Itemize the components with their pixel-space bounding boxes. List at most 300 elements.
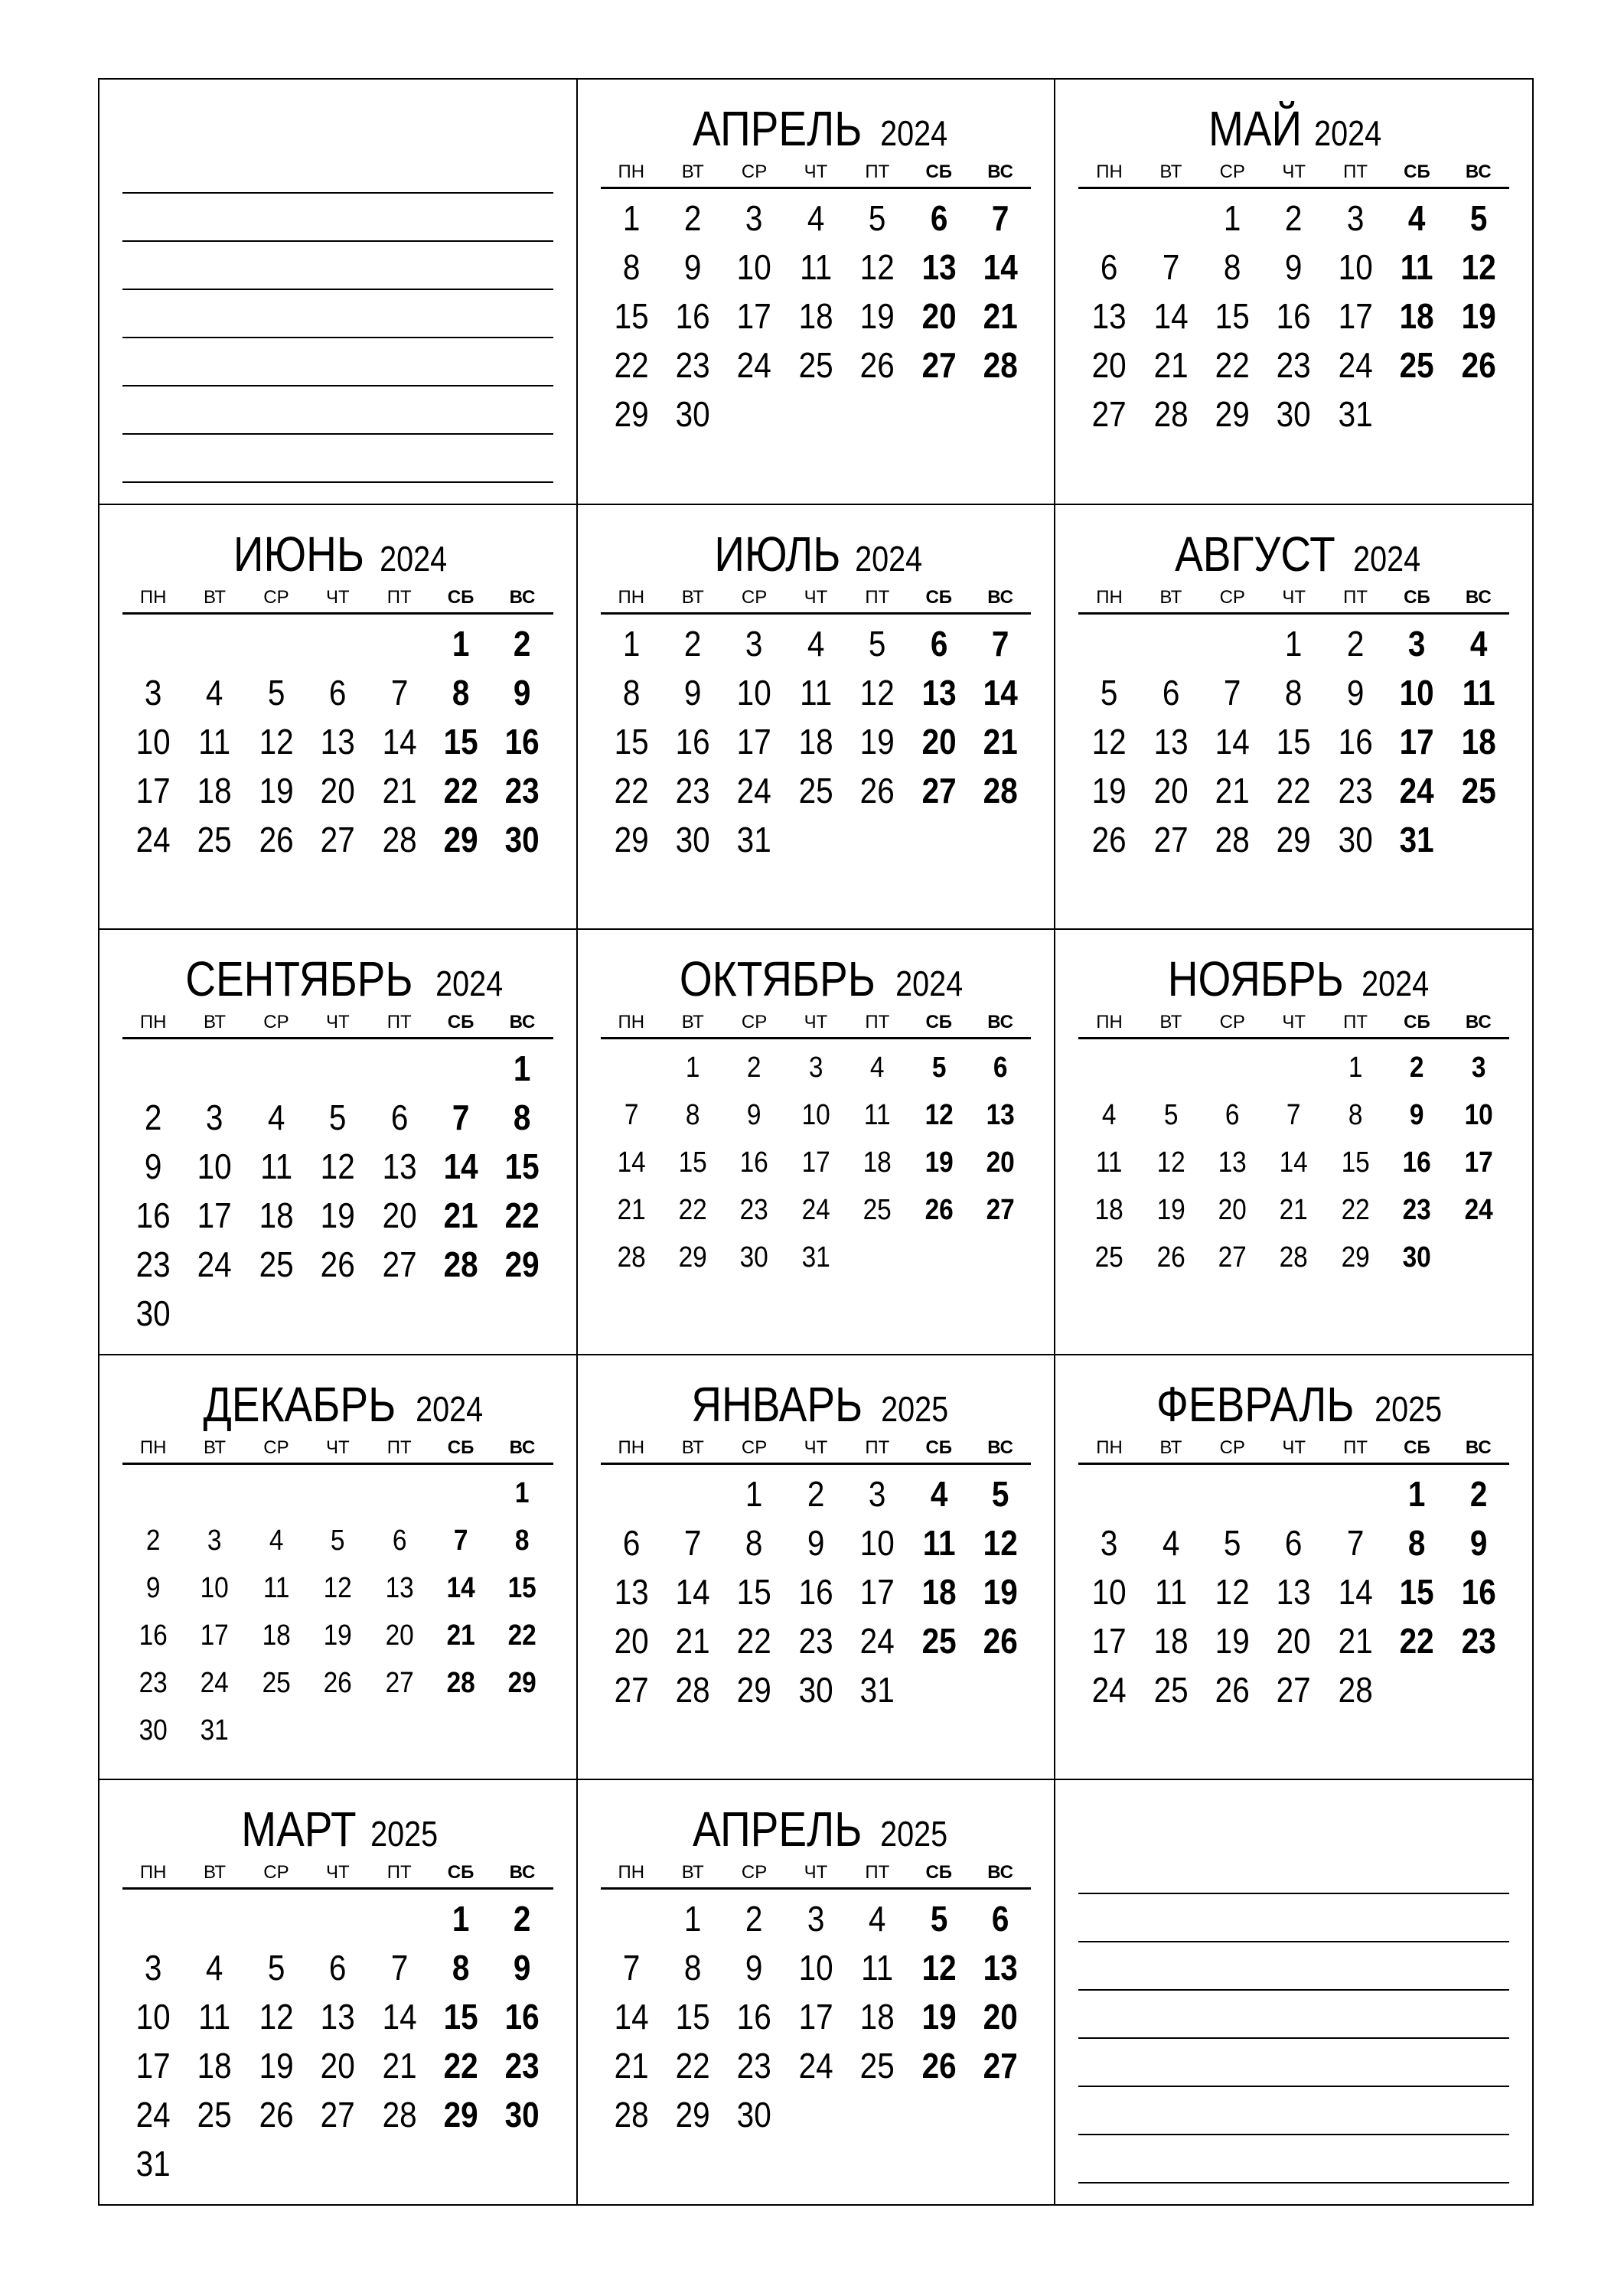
day-number[interactable]: 22 (678, 1194, 707, 1227)
day-number[interactable]: 12 (259, 1997, 294, 2037)
note-line[interactable] (1078, 1894, 1509, 1942)
day-number[interactable]: 29 (675, 2095, 710, 2135)
day-number[interactable]: 6 (991, 1899, 1009, 1939)
day-number[interactable]: 23 (1277, 345, 1312, 385)
day-number[interactable]: 28 (443, 1244, 478, 1285)
day-number[interactable]: 30 (675, 394, 710, 434)
day-number[interactable]: 30 (1277, 394, 1312, 434)
day-number[interactable]: 1 (1285, 623, 1303, 664)
day-number[interactable]: 16 (1338, 721, 1373, 762)
day-number[interactable]: 18 (798, 721, 833, 762)
day-number[interactable]: 13 (1091, 296, 1127, 336)
day-number[interactable]: 18 (197, 2046, 233, 2086)
day-number[interactable]: 31 (801, 1241, 830, 1274)
day-number[interactable]: 30 (504, 819, 540, 859)
day-number[interactable]: 7 (991, 623, 1009, 664)
day-number[interactable]: 14 (675, 1571, 710, 1612)
day-number[interactable]: 12 (320, 1146, 355, 1187)
day-number[interactable]: 18 (259, 1195, 294, 1236)
day-number[interactable]: 14 (382, 1997, 417, 2037)
day-number[interactable]: 2 (144, 1097, 162, 1138)
day-number[interactable]: 29 (1215, 394, 1250, 434)
day-number[interactable]: 1 (1348, 1052, 1363, 1084)
day-number[interactable]: 26 (1091, 819, 1127, 859)
day-number[interactable]: 24 (737, 770, 772, 810)
day-number[interactable]: 19 (921, 1997, 957, 2037)
day-number[interactable]: 26 (323, 1666, 352, 1699)
day-number[interactable]: 24 (801, 1194, 830, 1227)
day-number[interactable]: 11 (1096, 1146, 1123, 1179)
day-number[interactable]: 9 (683, 247, 702, 287)
day-number[interactable]: 11 (799, 247, 832, 287)
day-number[interactable]: 28 (1215, 819, 1250, 859)
day-number[interactable]: 23 (139, 1666, 168, 1699)
day-number[interactable]: 5 (267, 672, 285, 713)
day-number[interactable]: 17 (135, 2046, 171, 2086)
day-number[interactable]: 23 (675, 345, 710, 385)
day-number[interactable]: 25 (1153, 1669, 1189, 1710)
day-number[interactable]: 1 (452, 623, 470, 664)
day-number[interactable]: 4 (206, 1948, 223, 1988)
day-number[interactable]: 24 (135, 819, 171, 859)
day-number[interactable]: 17 (737, 721, 772, 762)
day-number[interactable]: 3 (207, 1524, 222, 1557)
day-number[interactable]: 1 (685, 1052, 700, 1084)
day-number[interactable]: 13 (320, 1997, 355, 2037)
day-number[interactable]: 24 (200, 1666, 230, 1699)
day-number[interactable]: 16 (1461, 1571, 1496, 1612)
day-number[interactable]: 3 (206, 1097, 223, 1138)
day-number[interactable]: 25 (262, 1666, 291, 1699)
day-number[interactable]: 23 (504, 2046, 540, 2086)
day-number[interactable]: 25 (197, 2095, 233, 2135)
day-number[interactable]: 10 (1338, 247, 1373, 287)
day-number[interactable]: 18 (262, 1619, 291, 1652)
day-number[interactable]: 12 (1461, 247, 1496, 287)
day-number[interactable]: 22 (737, 1620, 772, 1661)
day-number[interactable]: 27 (1153, 819, 1189, 859)
day-number[interactable]: 18 (863, 1146, 892, 1179)
day-number[interactable]: 13 (1218, 1146, 1247, 1179)
day-number[interactable]: 29 (1277, 819, 1312, 859)
day-number[interactable]: 22 (614, 770, 649, 810)
day-number[interactable]: 16 (737, 1997, 772, 2037)
note-line[interactable] (122, 242, 553, 290)
day-number[interactable]: 12 (925, 1099, 954, 1132)
day-number[interactable]: 24 (1399, 770, 1434, 810)
day-number[interactable]: 22 (507, 1619, 537, 1652)
note-line[interactable] (1078, 1942, 1509, 1991)
day-number[interactable]: 28 (617, 1241, 646, 1274)
day-number[interactable]: 20 (1277, 1620, 1312, 1661)
day-number[interactable]: 29 (737, 1669, 772, 1710)
day-number[interactable]: 7 (453, 1524, 468, 1557)
note-line[interactable] (122, 338, 553, 386)
day-number[interactable]: 21 (382, 2046, 417, 2086)
day-number[interactable]: 25 (859, 2046, 895, 2086)
day-number[interactable]: 18 (1094, 1194, 1124, 1227)
day-number[interactable]: 14 (1338, 1571, 1373, 1612)
day-number[interactable]: 7 (1162, 247, 1180, 287)
day-number[interactable]: 26 (921, 2046, 957, 2086)
day-number[interactable]: 7 (452, 1097, 470, 1138)
day-number[interactable]: 10 (135, 1997, 171, 2037)
day-number[interactable]: 16 (675, 296, 710, 336)
day-number[interactable]: 11 (198, 721, 231, 762)
day-number[interactable]: 3 (1101, 1522, 1118, 1563)
day-number[interactable]: 11 (259, 1146, 292, 1187)
day-number[interactable]: 4 (206, 672, 223, 713)
day-number[interactable]: 26 (1156, 1241, 1185, 1274)
day-number[interactable]: 16 (675, 721, 710, 762)
day-number[interactable]: 13 (382, 1146, 417, 1187)
day-number[interactable]: 5 (991, 1473, 1009, 1514)
day-number[interactable]: 8 (1408, 1522, 1426, 1563)
day-number[interactable]: 7 (683, 1522, 702, 1563)
day-number[interactable]: 17 (200, 1619, 230, 1652)
day-number[interactable]: 7 (1224, 672, 1241, 713)
day-number[interactable]: 27 (921, 770, 957, 810)
day-number[interactable]: 28 (983, 345, 1018, 385)
day-number[interactable]: 15 (737, 1571, 772, 1612)
day-number[interactable]: 12 (859, 247, 895, 287)
day-number[interactable]: 13 (614, 1571, 649, 1612)
day-number[interactable]: 23 (737, 2046, 772, 2086)
day-number[interactable]: 10 (1464, 1099, 1493, 1132)
day-number[interactable]: 26 (320, 1244, 355, 1285)
day-number[interactable]: 26 (925, 1194, 954, 1227)
day-number[interactable]: 20 (986, 1146, 1015, 1179)
day-number[interactable]: 16 (504, 721, 540, 762)
day-number[interactable]: 6 (930, 623, 948, 664)
day-number[interactable]: 5 (329, 1097, 347, 1138)
day-number[interactable]: 10 (135, 721, 171, 762)
day-number[interactable]: 21 (1338, 1620, 1373, 1661)
note-line[interactable] (122, 145, 553, 194)
day-number[interactable]: 20 (320, 2046, 355, 2086)
day-number[interactable]: 21 (983, 296, 1018, 336)
day-number[interactable]: 7 (390, 1948, 408, 1988)
day-number[interactable]: 16 (798, 1571, 833, 1612)
day-number[interactable]: 23 (798, 1620, 833, 1661)
day-number[interactable]: 30 (737, 2095, 772, 2135)
day-number[interactable]: 8 (622, 672, 641, 713)
day-number[interactable]: 27 (986, 1194, 1015, 1227)
day-number[interactable]: 20 (921, 296, 957, 336)
day-number[interactable]: 20 (382, 1195, 417, 1236)
day-number[interactable]: 20 (921, 721, 957, 762)
day-number[interactable]: 30 (139, 1714, 168, 1746)
day-number[interactable]: 8 (622, 247, 641, 287)
day-number[interactable]: 1 (1224, 198, 1241, 238)
note-line[interactable] (1078, 1846, 1509, 1894)
day-number[interactable]: 15 (614, 296, 649, 336)
day-number[interactable]: 6 (1225, 1099, 1240, 1132)
day-number[interactable]: 23 (1338, 770, 1373, 810)
day-number[interactable]: 4 (1102, 1099, 1117, 1132)
day-number[interactable]: 4 (269, 1524, 284, 1557)
day-number[interactable]: 9 (144, 1146, 162, 1187)
day-number[interactable]: 4 (870, 1052, 885, 1084)
day-number[interactable]: 14 (614, 1997, 649, 2037)
day-number[interactable]: 21 (675, 1620, 710, 1661)
day-number[interactable]: 27 (1277, 1669, 1312, 1710)
day-number[interactable]: 17 (798, 1997, 833, 2037)
day-number[interactable]: 14 (983, 672, 1018, 713)
day-number[interactable]: 23 (1402, 1194, 1432, 1227)
day-number[interactable]: 1 (622, 623, 641, 664)
day-number[interactable]: 15 (614, 721, 649, 762)
day-number[interactable]: 22 (443, 770, 478, 810)
day-number[interactable]: 12 (323, 1571, 352, 1604)
day-number[interactable]: 19 (1156, 1194, 1185, 1227)
day-number[interactable]: 24 (737, 345, 772, 385)
day-number[interactable]: 5 (930, 1899, 948, 1939)
day-number[interactable]: 9 (1469, 1522, 1488, 1563)
day-number[interactable]: 14 (1215, 721, 1250, 762)
day-number[interactable]: 2 (1410, 1052, 1424, 1084)
day-number[interactable]: 21 (1153, 345, 1189, 385)
day-number[interactable]: 3 (807, 1899, 825, 1939)
day-number[interactable]: 20 (1153, 770, 1189, 810)
day-number[interactable]: 7 (991, 198, 1009, 238)
day-number[interactable]: 7 (1286, 1099, 1301, 1132)
day-number[interactable]: 10 (737, 672, 772, 713)
day-number[interactable]: 21 (443, 1195, 478, 1236)
day-number[interactable]: 9 (747, 1099, 761, 1132)
day-number[interactable]: 12 (259, 721, 294, 762)
day-number[interactable]: 27 (320, 819, 355, 859)
day-number[interactable]: 28 (614, 2095, 649, 2135)
day-number[interactable]: 6 (993, 1052, 1008, 1084)
day-number[interactable]: 30 (1338, 819, 1373, 859)
day-number[interactable]: 29 (443, 819, 478, 859)
day-number[interactable]: 6 (392, 1524, 406, 1557)
day-number[interactable]: 16 (1277, 296, 1312, 336)
day-number[interactable]: 19 (259, 2046, 294, 2086)
day-number[interactable]: 26 (259, 819, 294, 859)
day-number[interactable]: 17 (135, 770, 171, 810)
day-number[interactable]: 9 (514, 1948, 531, 1988)
day-number[interactable]: 1 (1408, 1473, 1426, 1514)
day-number[interactable]: 31 (859, 1669, 895, 1710)
day-number[interactable]: 22 (614, 345, 649, 385)
day-number[interactable]: 21 (446, 1619, 475, 1652)
day-number[interactable]: 22 (1215, 345, 1250, 385)
day-number[interactable]: 6 (930, 198, 948, 238)
day-number[interactable]: 2 (807, 1473, 825, 1514)
day-number[interactable]: 14 (1153, 296, 1189, 336)
day-number[interactable]: 18 (1461, 721, 1496, 762)
day-number[interactable]: 19 (983, 1571, 1018, 1612)
day-number[interactable]: 14 (983, 247, 1018, 287)
note-line[interactable] (1078, 2087, 1509, 2135)
day-number[interactable]: 13 (986, 1099, 1015, 1132)
day-number[interactable]: 9 (1410, 1099, 1424, 1132)
day-number[interactable]: 8 (685, 1099, 700, 1132)
day-number[interactable]: 15 (678, 1146, 707, 1179)
day-number[interactable]: 25 (921, 1620, 957, 1661)
day-number[interactable]: 4 (869, 1899, 886, 1939)
day-number[interactable]: 6 (1101, 247, 1118, 287)
day-number[interactable]: 13 (983, 1948, 1018, 1988)
day-number[interactable]: 2 (745, 1899, 763, 1939)
day-number[interactable]: 20 (320, 770, 355, 810)
day-number[interactable]: 4 (807, 198, 825, 238)
day-number[interactable]: 24 (1338, 345, 1373, 385)
day-number[interactable]: 23 (675, 770, 710, 810)
day-number[interactable]: 5 (869, 623, 886, 664)
day-number[interactable]: 20 (614, 1620, 649, 1661)
day-number[interactable]: 22 (443, 2046, 478, 2086)
day-number[interactable]: 30 (135, 1293, 171, 1334)
day-number[interactable]: 27 (382, 1244, 417, 1285)
day-number[interactable]: 29 (504, 1244, 540, 1285)
day-number[interactable]: 15 (443, 721, 478, 762)
day-number[interactable]: 19 (1215, 1620, 1250, 1661)
day-number[interactable]: 7 (624, 1099, 639, 1132)
day-number[interactable]: 20 (1218, 1194, 1247, 1227)
day-number[interactable]: 5 (331, 1524, 345, 1557)
day-number[interactable]: 12 (1091, 721, 1127, 762)
day-number[interactable]: 10 (200, 1571, 230, 1604)
day-number[interactable]: 9 (514, 672, 531, 713)
day-number[interactable]: 14 (446, 1571, 475, 1604)
day-number[interactable]: 27 (1091, 394, 1127, 434)
day-number[interactable]: 25 (259, 1244, 294, 1285)
day-number[interactable]: 30 (675, 819, 710, 859)
day-number[interactable]: 4 (1469, 623, 1488, 664)
day-number[interactable]: 9 (807, 1522, 825, 1563)
day-number[interactable]: 5 (1469, 198, 1488, 238)
day-number[interactable]: 26 (983, 1620, 1018, 1661)
day-number[interactable]: 22 (675, 2046, 710, 2086)
day-number[interactable]: 2 (1346, 623, 1365, 664)
day-number[interactable]: 16 (139, 1619, 168, 1652)
day-number[interactable]: 28 (983, 770, 1018, 810)
day-number[interactable]: 6 (1162, 672, 1180, 713)
day-number[interactable]: 25 (798, 345, 833, 385)
day-number[interactable]: 19 (1461, 296, 1496, 336)
day-number[interactable]: 25 (197, 819, 233, 859)
day-number[interactable]: 15 (507, 1571, 537, 1604)
day-number[interactable]: 27 (983, 2046, 1018, 2086)
day-number[interactable]: 28 (382, 819, 417, 859)
day-number[interactable]: 1 (683, 1899, 702, 1939)
day-number[interactable]: 8 (452, 672, 470, 713)
day-number[interactable]: 9 (745, 1948, 763, 1988)
day-number[interactable]: 25 (863, 1194, 892, 1227)
day-number[interactable]: 11 (198, 1997, 231, 2037)
day-number[interactable]: 19 (925, 1146, 954, 1179)
day-number[interactable]: 15 (1399, 1571, 1434, 1612)
day-number[interactable]: 18 (921, 1571, 957, 1612)
day-number[interactable]: 26 (259, 2095, 294, 2135)
day-number[interactable]: 29 (507, 1666, 537, 1699)
note-line[interactable] (1078, 2135, 1509, 2183)
day-number[interactable]: 5 (931, 1052, 947, 1084)
day-number[interactable]: 11 (799, 672, 832, 713)
day-number[interactable]: 5 (267, 1948, 285, 1988)
day-number[interactable]: 21 (614, 2046, 649, 2086)
day-number[interactable]: 19 (859, 721, 895, 762)
day-number[interactable]: 2 (514, 1899, 531, 1939)
day-number[interactable]: 13 (385, 1571, 414, 1604)
day-number[interactable]: 1 (452, 1899, 470, 1939)
day-number[interactable]: 28 (1280, 1241, 1309, 1274)
day-number[interactable]: 2 (683, 198, 702, 238)
day-number[interactable]: 17 (1464, 1146, 1493, 1179)
day-number[interactable]: 6 (1285, 1522, 1303, 1563)
day-number[interactable]: 22 (1399, 1620, 1434, 1661)
day-number[interactable]: 17 (1399, 721, 1434, 762)
day-number[interactable]: 26 (1215, 1669, 1250, 1710)
day-number[interactable]: 24 (135, 2095, 171, 2135)
day-number[interactable]: 29 (443, 2095, 478, 2135)
day-number[interactable]: 18 (1153, 1620, 1189, 1661)
day-number[interactable]: 11 (861, 1948, 894, 1988)
day-number[interactable]: 23 (135, 1244, 171, 1285)
day-number[interactable]: 3 (869, 1473, 886, 1514)
day-number[interactable]: 2 (145, 1524, 161, 1557)
day-number[interactable]: 7 (390, 672, 408, 713)
day-number[interactable]: 13 (921, 672, 957, 713)
day-number[interactable]: 18 (197, 770, 233, 810)
day-number[interactable]: 10 (737, 247, 772, 287)
day-number[interactable]: 1 (622, 198, 641, 238)
day-number[interactable]: 4 (807, 623, 825, 664)
day-number[interactable]: 5 (1163, 1099, 1179, 1132)
day-number[interactable]: 29 (1341, 1241, 1370, 1274)
day-number[interactable]: 2 (1469, 1473, 1488, 1514)
day-number[interactable]: 24 (798, 2046, 833, 2086)
day-number[interactable]: 21 (1280, 1194, 1309, 1227)
day-number[interactable]: 21 (1215, 770, 1250, 810)
day-number[interactable]: 20 (983, 1997, 1018, 2037)
day-number[interactable]: 30 (798, 1669, 833, 1710)
day-number[interactable]: 22 (504, 1195, 540, 1236)
day-number[interactable]: 8 (514, 1097, 531, 1138)
day-number[interactable]: 12 (1156, 1146, 1185, 1179)
day-number[interactable]: 6 (329, 1948, 347, 1988)
note-line[interactable] (122, 386, 553, 435)
day-number[interactable]: 16 (504, 1997, 540, 2037)
day-number[interactable]: 14 (617, 1146, 646, 1179)
day-number[interactable]: 15 (1277, 721, 1312, 762)
day-number[interactable]: 2 (747, 1052, 761, 1084)
day-number[interactable]: 26 (1461, 345, 1496, 385)
day-number[interactable]: 15 (675, 1997, 710, 2037)
day-number[interactable]: 9 (683, 672, 702, 713)
day-number[interactable]: 1 (515, 1476, 530, 1509)
day-number[interactable]: 27 (921, 345, 957, 385)
day-number[interactable]: 10 (801, 1099, 830, 1132)
day-number[interactable]: 28 (1153, 394, 1189, 434)
day-number[interactable]: 7 (1346, 1522, 1365, 1563)
day-number[interactable]: 27 (385, 1666, 414, 1699)
day-number[interactable]: 5 (1224, 1522, 1241, 1563)
day-number[interactable]: 8 (452, 1948, 470, 1988)
day-number[interactable]: 11 (263, 1571, 290, 1604)
day-number[interactable]: 27 (1218, 1241, 1247, 1274)
day-number[interactable]: 9 (145, 1571, 161, 1604)
day-number[interactable]: 17 (1338, 296, 1373, 336)
day-number[interactable]: 31 (200, 1714, 230, 1746)
day-number[interactable]: 24 (1091, 1669, 1127, 1710)
day-number[interactable]: 21 (983, 721, 1018, 762)
day-number[interactable]: 1 (745, 1473, 763, 1514)
day-number[interactable]: 13 (1153, 721, 1189, 762)
